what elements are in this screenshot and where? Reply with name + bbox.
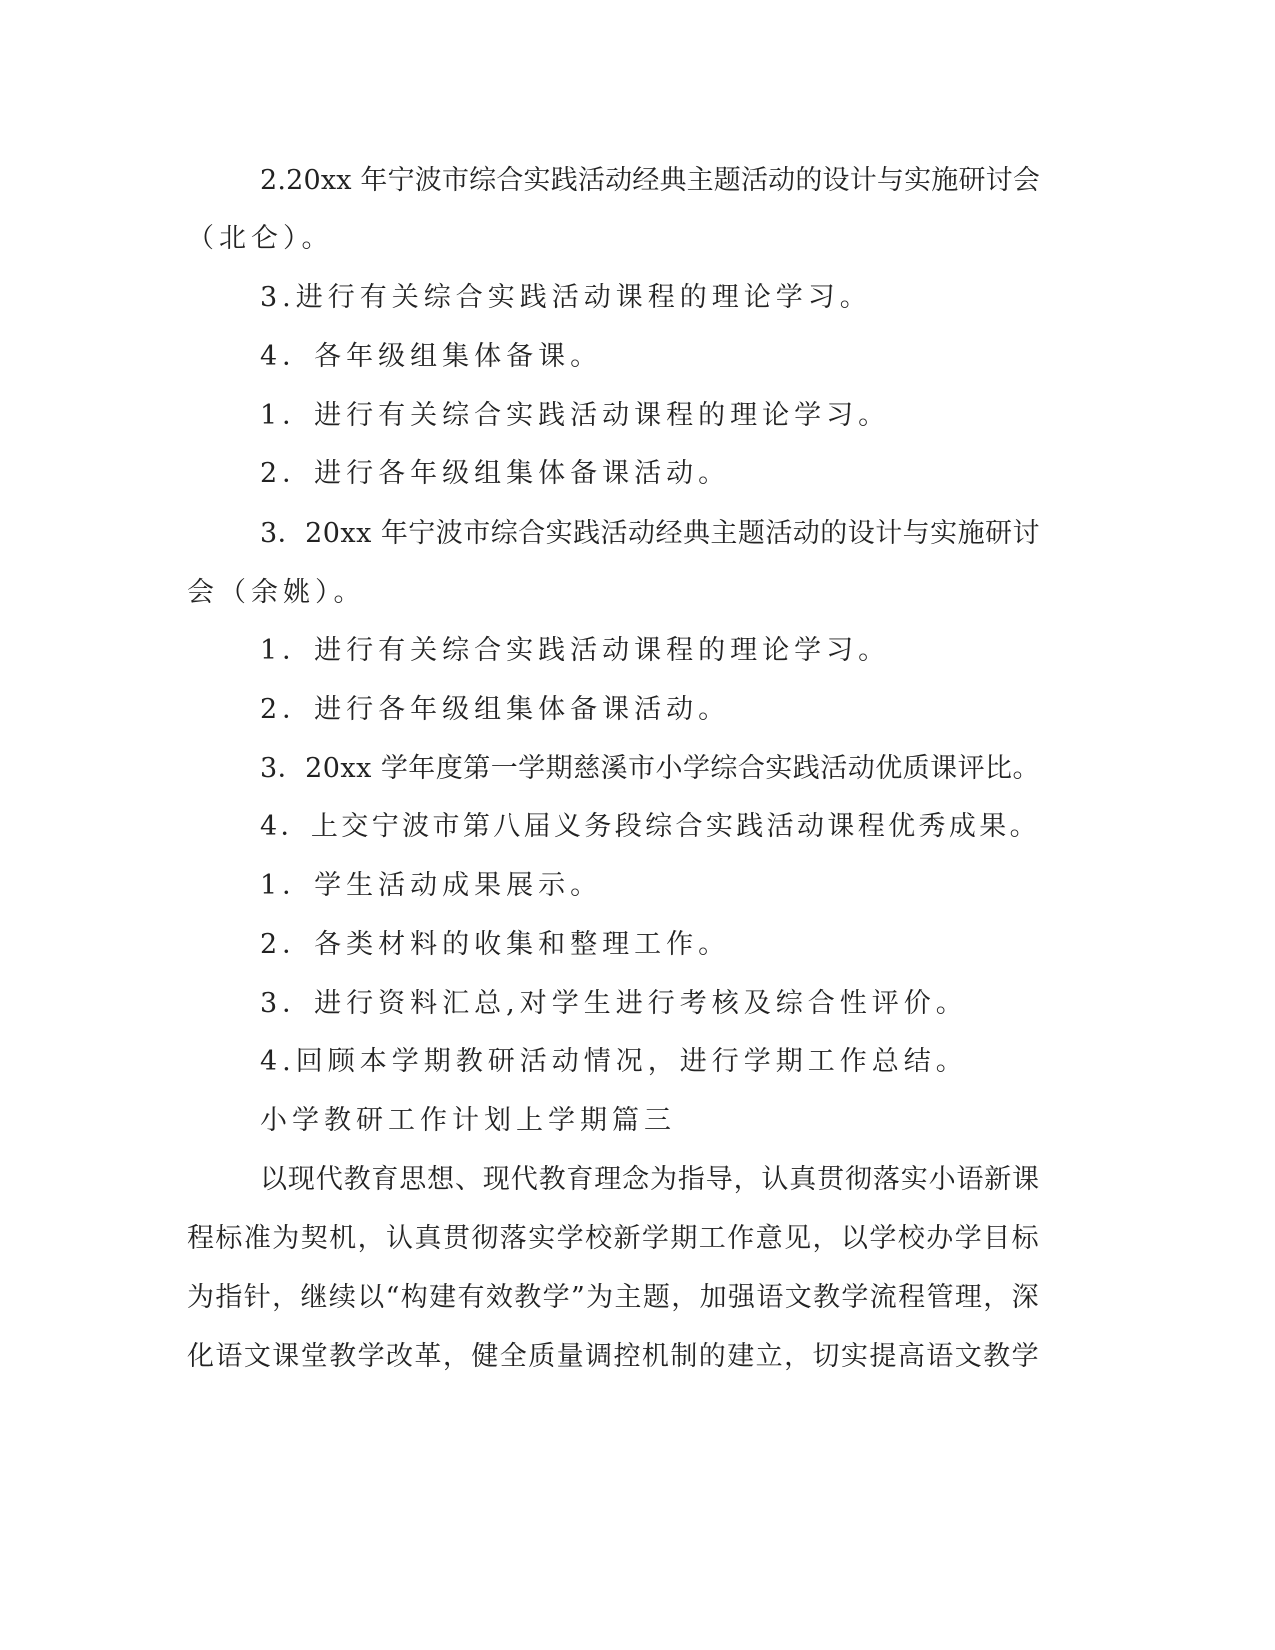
text-line-20: 为指针，继续以“构建有效教学”为主题，加强语文教学流程管理，深 <box>187 1282 1040 1313</box>
text-line-1: 2.20xx 年宁波市综合实践活动经典主题活动的设计与实施研讨会 <box>260 165 1040 196</box>
text-line-12: 4．上交宁波市第八届义务段综合实践活动课程优秀成果。 <box>260 811 1040 842</box>
text-line-11: 3．20xx 学年度第一学期慈溪市小学综合实践活动优质课评比。 <box>260 753 1040 784</box>
text-line-13: 1．学生活动成果展示。 <box>260 870 603 901</box>
section-heading: 小学教研工作计划上学期篇三 <box>260 1105 676 1136</box>
text-line-18: 以现代教育思想、现代教育理念为指导，认真贯彻落实小语新课 <box>260 1164 1040 1195</box>
text-line-16: 4.回顾本学期教研活动情况，进行学期工作总结。 <box>260 1046 968 1077</box>
text-line-19: 程标准为契机，认真贯彻落实学校新学期工作意见，以学校办学目标 <box>187 1223 1040 1254</box>
text-line-2: （北仑）。 <box>187 223 334 254</box>
text-line-8: 会（余姚）。 <box>187 577 366 608</box>
text-line-14: 2．各类材料的收集和整理工作。 <box>260 929 731 960</box>
text-line-7: 3．20xx 年宁波市综合实践活动经典主题活动的设计与实施研讨 <box>260 518 1040 549</box>
text-line-5: 1．进行有关综合实践活动课程的理论学习。 <box>260 400 891 431</box>
text-line-10: 2．进行各年级组集体备课活动。 <box>260 694 731 725</box>
text-line-9: 1．进行有关综合实践活动课程的理论学习。 <box>260 635 891 666</box>
text-line-6: 2．进行各年级组集体备课活动。 <box>260 458 731 489</box>
text-line-21: 化语文课堂教学改革，健全质量调控机制的建立，切实提高语文教学 <box>187 1341 1040 1372</box>
text-line-15: 3．进行资料汇总,对学生进行考核及综合性评价。 <box>260 988 968 1019</box>
text-line-4: 4．各年级组集体备课。 <box>260 341 603 372</box>
text-line-3: 3.进行有关综合实践活动课程的理论学习。 <box>260 282 872 313</box>
